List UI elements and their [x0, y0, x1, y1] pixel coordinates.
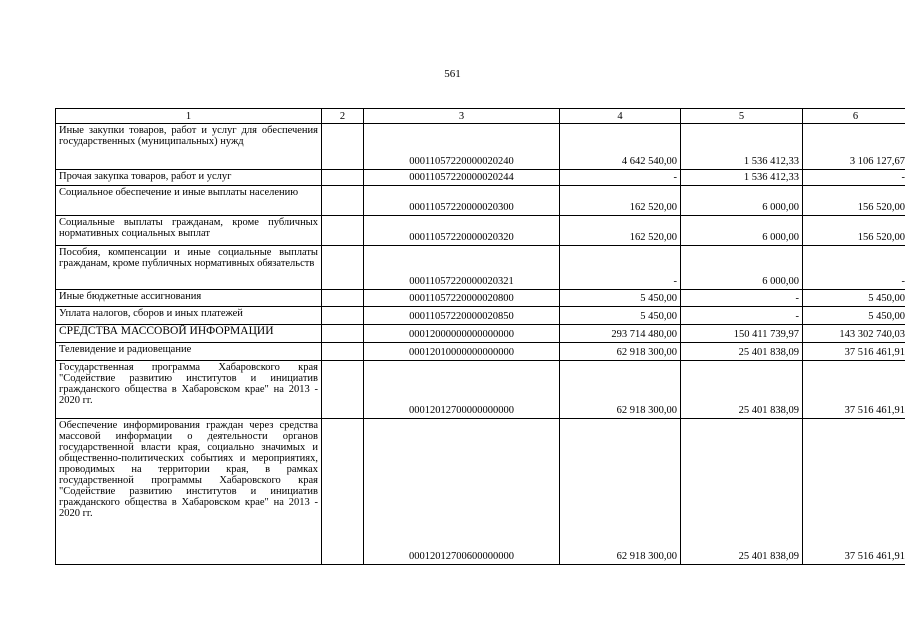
table-row — [56, 124, 905, 170]
row-value-6: 3 106 127,67 — [803, 124, 905, 170]
row-value-6: 37 516 461,91 — [803, 419, 905, 565]
row-name: Уплата налогов, сборов и иных платежей — [56, 307, 322, 325]
row-value-4: 5 450,00 — [560, 290, 681, 307]
row-value-4: 162 520,00 — [560, 216, 681, 246]
row-col2 — [322, 290, 364, 307]
row-value-4: 62 918 300,00 — [560, 419, 681, 565]
row-value-6: - — [803, 170, 905, 186]
row-code: 00011057220000020300 — [364, 186, 560, 216]
row-code: 00012012700600000000 — [364, 419, 560, 565]
row-name: Иные бюджетные ассигнования — [56, 290, 322, 307]
header-col-6: 6 — [803, 109, 905, 124]
row-name: СРЕДСТВА МАССОВОЙ ИНФОРМАЦИИ — [56, 325, 322, 343]
header-row — [56, 109, 905, 124]
row-code: 00012000000000000000 — [364, 325, 560, 343]
row-name: Социальные выплаты гражданам, кроме публичных нормативных социальных выплат — [56, 216, 322, 246]
row-value-6: 143 302 740,03 — [803, 325, 905, 343]
row-code: 00011057220000020321 — [364, 246, 560, 290]
table-row — [56, 325, 905, 343]
header-col-3: 3 — [364, 109, 560, 124]
row-value-6: 5 450,00 — [803, 290, 905, 307]
table-row — [56, 343, 905, 361]
row-value-4: 4 642 540,00 — [560, 124, 681, 170]
row-value-5: 1 536 412,33 — [681, 124, 803, 170]
row-value-4: - — [560, 170, 681, 186]
header-col-1: 1 — [56, 109, 322, 124]
row-value-5: - — [681, 290, 803, 307]
row-col2 — [322, 170, 364, 186]
row-value-5: 150 411 739,97 — [681, 325, 803, 343]
row-code: 00011057220000020240 — [364, 124, 560, 170]
table-row — [56, 419, 905, 565]
row-code: 00011057220000020850 — [364, 307, 560, 325]
row-value-6: 37 516 461,91 — [803, 361, 905, 419]
row-code: 00011057220000020320 — [364, 216, 560, 246]
row-col2 — [322, 246, 364, 290]
row-col2 — [322, 307, 364, 325]
table-row — [56, 246, 905, 290]
row-code: 00011057220000020800 — [364, 290, 560, 307]
table-row — [56, 290, 905, 307]
row-value-4: 62 918 300,00 — [560, 361, 681, 419]
row-value-5: 6 000,00 — [681, 216, 803, 246]
row-value-6: 5 450,00 — [803, 307, 905, 325]
row-name: Обеспечение информирования граждан через средства массовой информации о деятельности органов государственной власти края, социально значимых и общественно-политических событиях и мероприятиях, проводимых на территории края, в рамках государственной программы Хабаровского края "Содействие развитию институтов и инициатив гражданского общества в Хабаровском крае" на 2013 - 2020 гг. — [56, 419, 322, 565]
table-row — [56, 186, 905, 216]
row-name: Социальное обеспечение и иные выплаты населению — [56, 186, 322, 216]
row-col2 — [322, 419, 364, 565]
row-name: Телевидение и радиовещание — [56, 343, 322, 361]
row-value-6: 37 516 461,91 — [803, 343, 905, 361]
row-value-5: 1 536 412,33 — [681, 170, 803, 186]
row-value-4: 293 714 480,00 — [560, 325, 681, 343]
row-col2 — [322, 186, 364, 216]
row-col2 — [322, 216, 364, 246]
budget-table — [55, 108, 905, 565]
row-code: 00012010000000000000 — [364, 343, 560, 361]
row-name: Иные закупки товаров, работ и услуг для обеспечения государственных (муниципальных) нужд — [56, 124, 322, 170]
row-value-5: 6 000,00 — [681, 246, 803, 290]
row-code: 00012012700000000000 — [364, 361, 560, 419]
row-code: 00011057220000020244 — [364, 170, 560, 186]
row-col2 — [322, 325, 364, 343]
row-name: Государственная программа Хабаровского края "Содействие развитию институтов и инициатив гражданского общества в Хабаровском крае" на 2013 - 2020 гг. — [56, 361, 322, 419]
header-col-5: 5 — [681, 109, 803, 124]
row-value-4: 62 918 300,00 — [560, 343, 681, 361]
row-value-6: 156 520,00 — [803, 216, 905, 246]
row-value-5: 25 401 838,09 — [681, 343, 803, 361]
row-value-4: 162 520,00 — [560, 186, 681, 216]
row-col2 — [322, 343, 364, 361]
row-value-4: 5 450,00 — [560, 307, 681, 325]
row-value-5: - — [681, 307, 803, 325]
row-value-5: 25 401 838,09 — [681, 419, 803, 565]
row-value-4: - — [560, 246, 681, 290]
row-value-5: 6 000,00 — [681, 186, 803, 216]
table-row — [56, 216, 905, 246]
table-row — [56, 361, 905, 419]
row-value-5: 25 401 838,09 — [681, 361, 803, 419]
row-name: Пособия, компенсации и иные социальные выплаты гражданам, кроме публичных нормативных обязательств — [56, 246, 322, 290]
row-value-6: 156 520,00 — [803, 186, 905, 216]
header-col-4: 4 — [560, 109, 681, 124]
row-col2 — [322, 124, 364, 170]
table-row — [56, 307, 905, 325]
row-value-6: - — [803, 246, 905, 290]
header-col-2: 2 — [322, 109, 364, 124]
table-row — [56, 170, 905, 186]
page-number: 561 — [444, 68, 461, 80]
row-col2 — [322, 361, 364, 419]
row-name: Прочая закупка товаров, работ и услуг — [56, 170, 322, 186]
